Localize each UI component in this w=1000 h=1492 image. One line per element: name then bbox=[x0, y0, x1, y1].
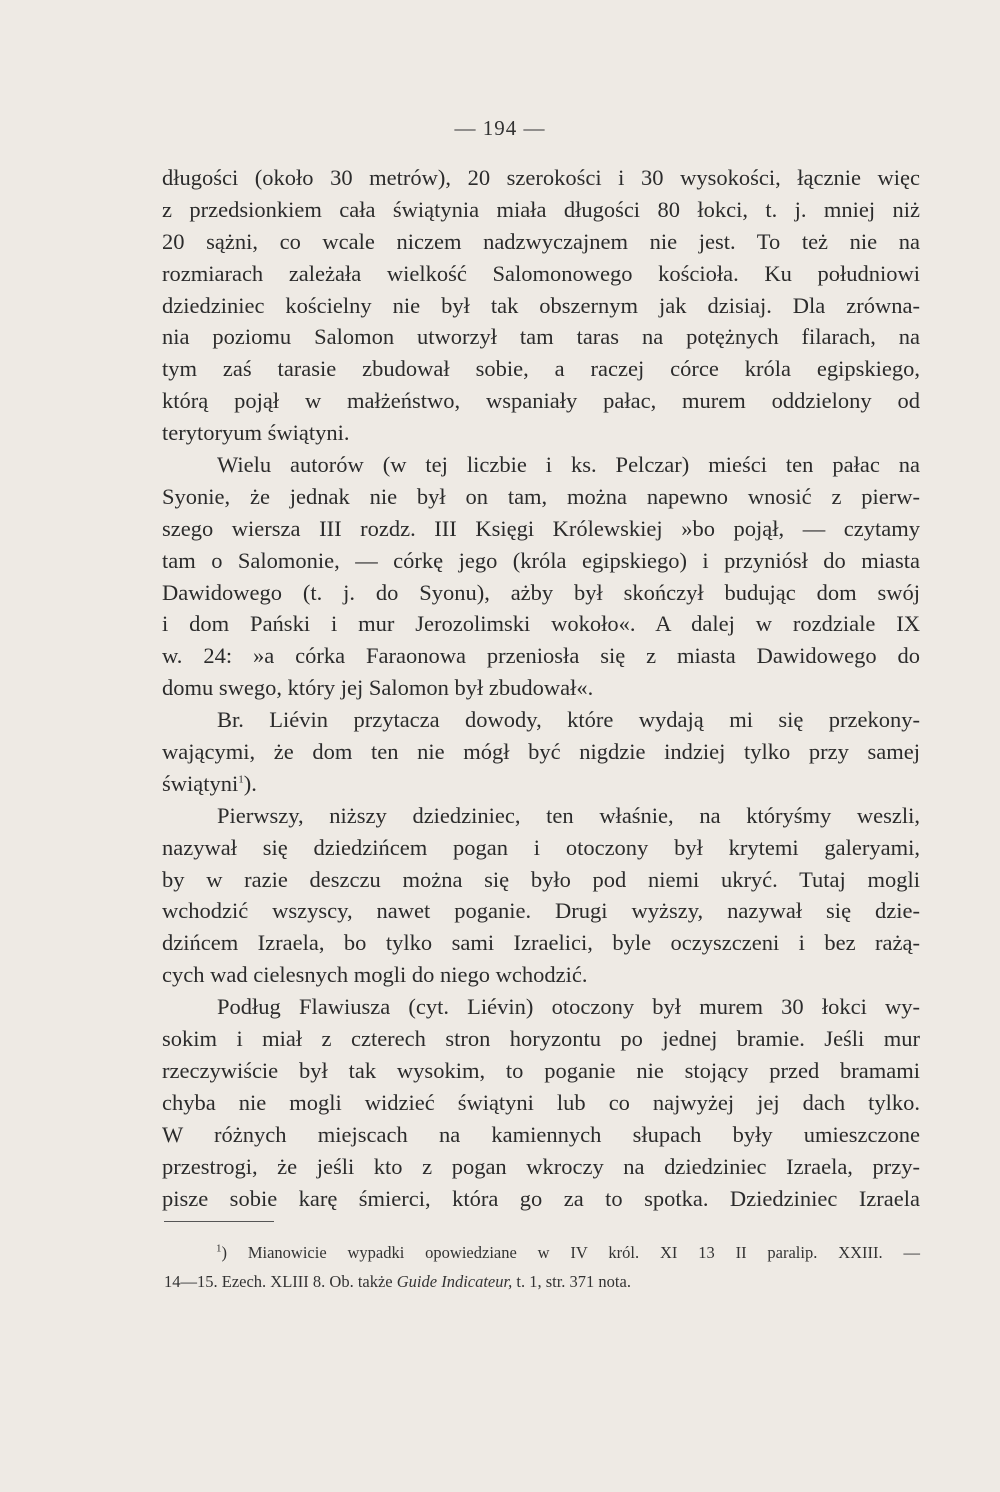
text-line bbox=[162, 1055, 920, 1087]
text-line bbox=[162, 290, 920, 322]
line-text: cych wad cielesnych mogli do niego wchodzić. bbox=[162, 962, 588, 988]
line-text: przestrogi, że jeśli kto z pogan wkroczy na dziedziniec Izraela, przy- bbox=[162, 1153, 920, 1179]
line-text: Podług Flawiusza (cyt. Liévin) otoczony był murem 30 łokci wy- bbox=[217, 994, 920, 1020]
text-line bbox=[162, 768, 920, 800]
line-text: wchodzić wszyscy, nawet poganie. Drugi wyższy, nazywał się dzie- bbox=[162, 898, 920, 924]
line-text: długości (około 30 metrów), 20 szerokości i 30 wysokości, łącznie więc bbox=[162, 165, 920, 190]
line-text: sokim i miał z czterech stron horyzontu po jednej bramie. Jeśli mur bbox=[162, 1026, 920, 1052]
line-text: 14—15. Ezech. XLIII 8. Ob. także bbox=[164, 1272, 397, 1291]
text-line bbox=[162, 545, 920, 577]
line-text: Wielu autorów (w tej liczbie i ks. Pelczar) mieści ten pałac na bbox=[217, 452, 920, 478]
line-text: dziedziniec kościelny nie był tak obszernym jak dzisiaj. Dla zrówna- bbox=[162, 292, 920, 318]
text-line bbox=[162, 577, 920, 609]
footnote-reference: 1 bbox=[238, 773, 244, 786]
line-text: domu swego, który jej Salomon był zbudował«. bbox=[162, 675, 594, 701]
footnote-line bbox=[164, 1267, 920, 1296]
text-line bbox=[162, 162, 920, 194]
line-text: by w razie deszczu można się było pod niemi ukryć. Tutaj mogli bbox=[162, 866, 920, 892]
page-number: — 194 — bbox=[454, 116, 546, 140]
text-line bbox=[162, 864, 920, 896]
text-line bbox=[162, 481, 920, 513]
line-text: tam o Salomonie, — córkę jego (króla egipskiego) i przyniósł do miasta bbox=[162, 547, 920, 573]
italic-title: Guide Indicateur, bbox=[396, 1272, 513, 1291]
text-line bbox=[162, 226, 920, 258]
text-line bbox=[162, 1087, 920, 1119]
line-text: W różnych miejscach na kamiennych słupach były umieszczone bbox=[162, 1121, 920, 1147]
text-line bbox=[162, 321, 920, 353]
line-text-tail: ). bbox=[243, 770, 257, 796]
line-text: którą pojął w małżeństwo, wspaniały pałac, murem oddzielony od bbox=[162, 388, 920, 414]
text-line bbox=[162, 353, 920, 385]
text-line bbox=[162, 991, 920, 1023]
line-text: Dawidowego (t. j. do Syonu), ażby był skończył budując dom swój bbox=[162, 579, 920, 605]
text-line bbox=[162, 672, 920, 704]
line-text: i dom Pański i mur Jerozolimski wokoło«. A dalej w rozdziale IX bbox=[162, 611, 920, 637]
text-line bbox=[162, 385, 920, 417]
text-line bbox=[162, 417, 920, 449]
footnote-marker: 1 bbox=[216, 1242, 222, 1255]
text-line bbox=[162, 194, 920, 226]
line-text: w. 24: »a córka Faraonowa przeniosła się z miasta Dawidowego do bbox=[162, 643, 920, 669]
line-text: 20 sążni, co wcale niczem nadzwyczajnem nie jest. To też nie na bbox=[162, 228, 920, 254]
footnote-line bbox=[164, 1238, 920, 1267]
text-line bbox=[162, 513, 920, 545]
text-line bbox=[162, 258, 920, 290]
line-text: nia poziomu Salomon utworzył tam taras na potężnych filarach, na bbox=[162, 324, 920, 350]
text-line bbox=[162, 608, 920, 640]
text-line bbox=[162, 1183, 920, 1215]
footnotes bbox=[164, 1238, 920, 1296]
line-text: chyba nie mogli widzieć świątyni lub co najwyżej jej dach tylko. bbox=[162, 1089, 920, 1115]
line-text: pisze sobie karę śmierci, która go za to spotka. Dziedziniec Izraela bbox=[162, 1185, 920, 1211]
text-line bbox=[162, 736, 920, 768]
line-text: rozmiarach zależała wielkość Salomonowego kościoła. Ku południowi bbox=[162, 260, 920, 286]
line-text: szego wiersza III rozdz. III Księgi Królewskiej »bo pojął, — czytamy bbox=[162, 515, 920, 541]
line-text: z przedsionkiem cała świątynia miała długości 80 łokci, t. j. mniej niż bbox=[162, 196, 920, 222]
line-text: Br. Liévin przytacza dowody, które wydają mi się przekony- bbox=[217, 707, 920, 733]
line-text-tail: t. 1, str. 371 nota. bbox=[512, 1272, 631, 1291]
line-text: świątyni bbox=[162, 770, 239, 796]
line-text: wającymi, że dom ten nie mógł być nigdzie indziej tylko przy samej bbox=[162, 739, 920, 765]
line-text: ) Mianowicie wypadki opowiedziane w IV król. XI 13 II paralip. XXIII. — bbox=[221, 1243, 920, 1262]
text-line bbox=[162, 895, 920, 927]
text-line bbox=[162, 1151, 920, 1183]
body-text bbox=[162, 162, 920, 1214]
line-text: nazywał się dziedzińcem pogan i otoczony był krytemi galeryami, bbox=[162, 834, 920, 860]
text-line bbox=[162, 1119, 920, 1151]
text-line bbox=[162, 959, 920, 991]
line-text: rzeczywiście był tak wysokim, to poganie nie stojący przed bramami bbox=[162, 1057, 920, 1083]
text-line bbox=[162, 800, 920, 832]
footnote-separator bbox=[164, 1221, 274, 1222]
text-line bbox=[162, 449, 920, 481]
text-line bbox=[162, 832, 920, 864]
text-line bbox=[162, 927, 920, 959]
line-text: dzińcem Izraela, bo tylko sami Izraelici, byle oczyszczeni i bez rażą- bbox=[162, 930, 920, 956]
line-text: terytoryum świątyni. bbox=[162, 420, 350, 446]
line-text: Pierwszy, niższy dziedziniec, ten właśnie, na któryśmy weszli, bbox=[217, 802, 920, 828]
text-line bbox=[162, 1023, 920, 1055]
line-text: Syonie, że jednak nie był on tam, można napewno wnosić z pierw- bbox=[162, 483, 920, 509]
line-text: tym zaś tarasie zbudował sobie, a raczej córce króla egipskiego, bbox=[162, 356, 920, 382]
text-line bbox=[162, 640, 920, 672]
text-line bbox=[162, 704, 920, 736]
